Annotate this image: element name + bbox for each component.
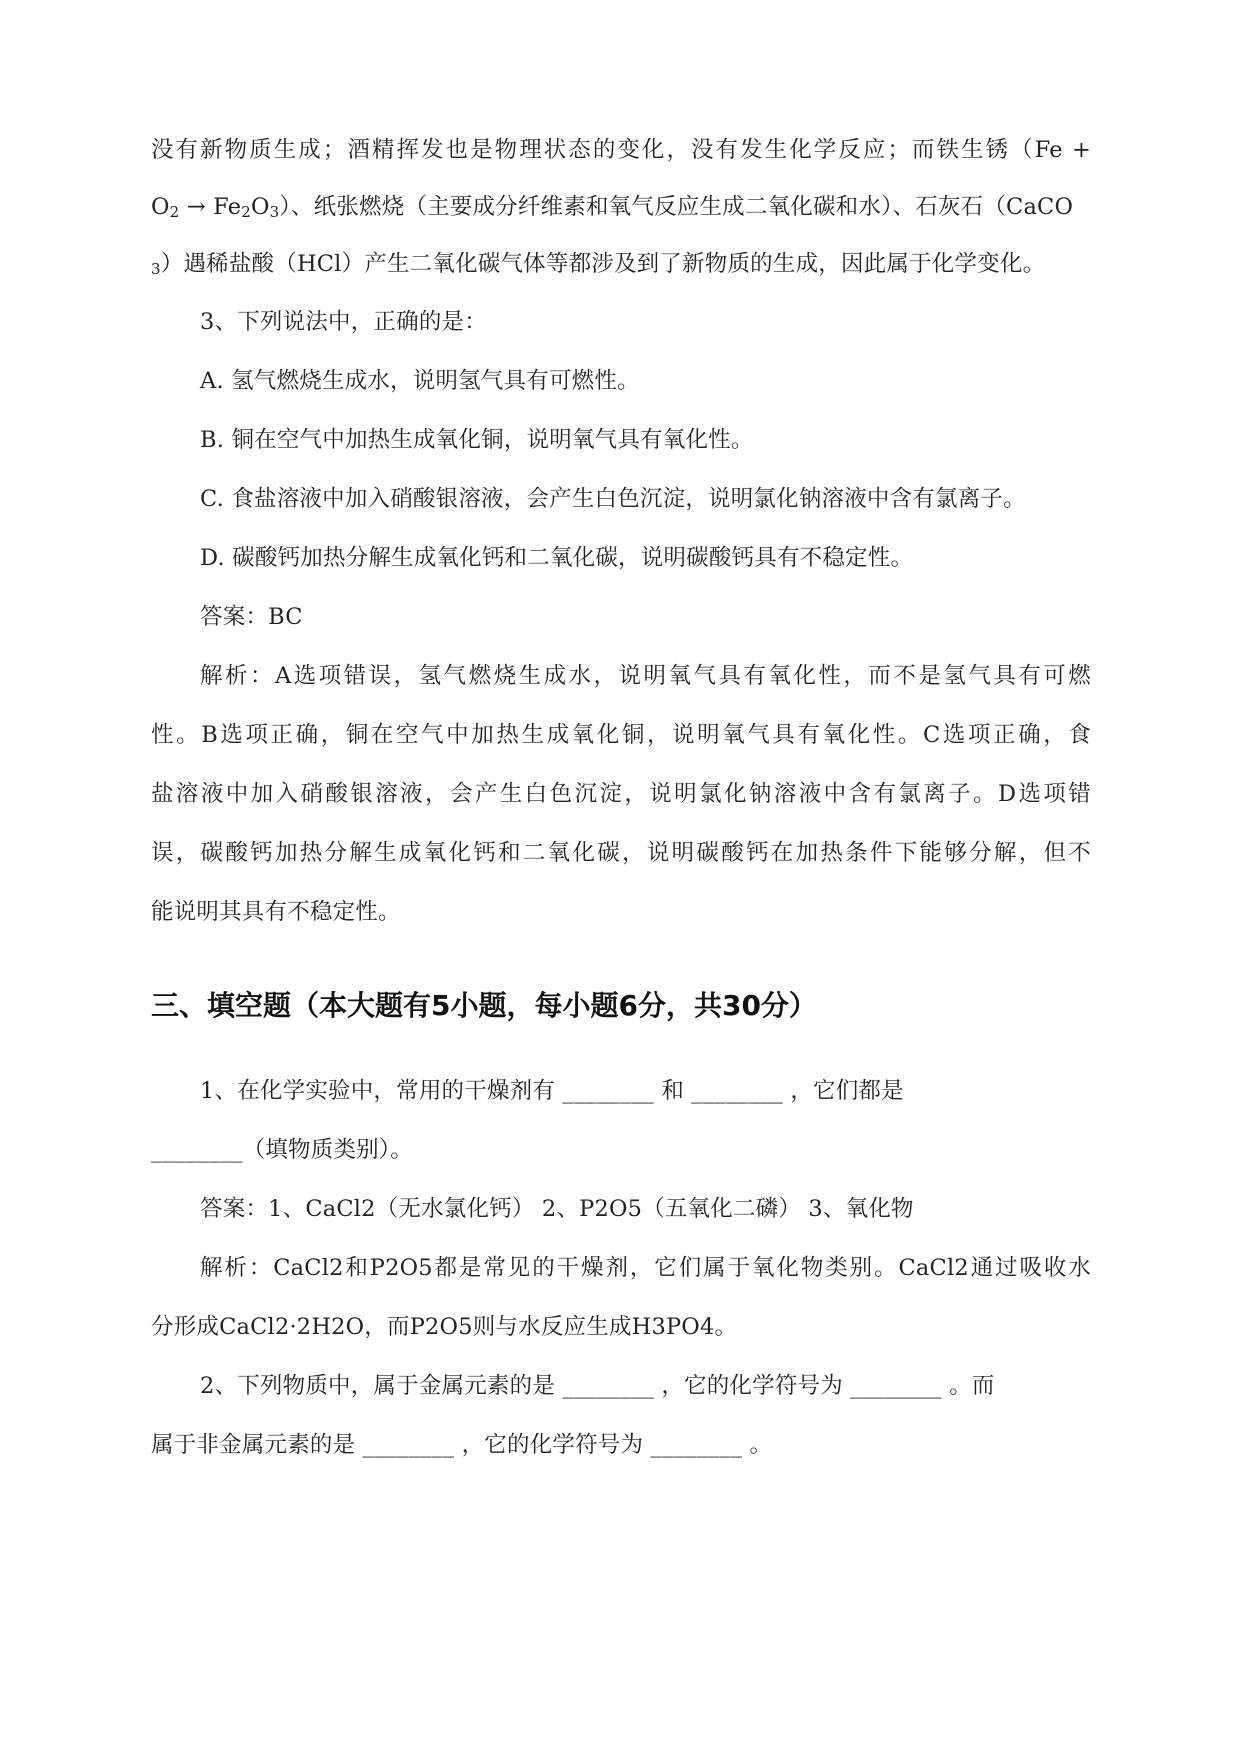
question-stem: 3、下列说法中，正确的是：: [200, 309, 487, 335]
analysis-line: 分形成CaCl2·2H2O，而P2O5则与水反应生成H3PO4。: [151, 1314, 738, 1340]
paragraph-text: ）遇稀盐酸（HCl）产生二氧化碳气体等都涉及到了新物质的生成，因此属于化学变化。: [160, 251, 1046, 277]
subscript: 3: [269, 203, 280, 221]
analysis-text: 解析：CaCl2和P2O5都是常见的干燥剂，它们属于氧化物类别。CaCl2通过吸收水: [200, 1255, 1091, 1281]
answer-text: 答案：1、CaCl2（无水氯化钙） 2、P2O5（五氧化二磷） 3、氧化物: [200, 1196, 914, 1222]
analysis-text: 盐溶液中加入硝酸银溶液，会产生白色沉淀，说明氯化钠溶液中含有氯离子。D选项错: [151, 781, 1091, 807]
formula-text: O: [251, 194, 270, 220]
subscript: 2: [241, 203, 252, 221]
analysis-text: 误，碳酸钙加热分解生成氧化钙和二氧化碳，说明碳酸钙在加热条件下能够分解，但不: [151, 840, 1091, 866]
question-stem: 属于非金属元素的是 ________ ，它的化学符号为 ________ 。: [151, 1432, 773, 1458]
option-d: D. 碳酸钙加热分解生成氧化钙和二氧化碳，说明碳酸钙具有不稳定性。: [200, 545, 914, 571]
option-b: B. 铜在空气中加热生成氧化铜，说明氧气具有氧化性。: [200, 427, 754, 453]
analysis-line: [200, 659, 1091, 693]
question-stem: ________（填物质类别）。: [151, 1137, 413, 1163]
paragraph-line: [151, 247, 1091, 281]
formula-text: O: [151, 194, 170, 220]
paragraph-line: [151, 133, 1091, 167]
analysis-line: [200, 1251, 1091, 1285]
subscript: 2: [169, 203, 180, 221]
option-a: A. 氢气燃烧生成水，说明氢气具有可燃性。: [200, 368, 640, 394]
subscript: 3: [151, 260, 161, 278]
option-c: C. 食盐溶液中加入硝酸银溶液，会产生白色沉淀，说明氯化钠溶液中含有氯离子。: [200, 486, 1026, 512]
paragraph-line: [151, 190, 1091, 224]
analysis-line: 能说明其具有不稳定性。: [151, 899, 401, 925]
paragraph-text: ）、纸张燃烧（主要成分纤维素和氧气反应生成二氧化碳和水）、石灰石（CaCO: [279, 194, 1074, 220]
analysis-text: 性。B选项正确，铜在空气中加热生成氧化铜，说明氧气具有氧化性。C选项正确，食: [151, 722, 1091, 748]
answer-text: 答案：BC: [200, 604, 303, 630]
analysis-text: 解析：A选项错误，氢气燃烧生成水，说明氧气具有氧化性，而不是氢气具有可燃: [200, 663, 1091, 689]
question-stem: 2、下列物质中，属于金属元素的是 ________ ，它的化学符号为 ________ 。而: [200, 1373, 995, 1399]
formula-text: → Fe: [179, 194, 242, 220]
analysis-line: [151, 836, 1091, 870]
section-heading: 三、填空题（本大题有5小题，每小题6分，共30分）: [151, 989, 817, 1022]
analysis-line: [151, 718, 1091, 752]
paragraph-text: 没有新物质生成；酒精挥发也是物理状态的变化，没有发生化学反应；而铁生锈（Fe +: [151, 137, 1091, 163]
question-stem: 1、在化学实验中，常用的干燥剂有 ________ 和 ________ ，它们都是: [200, 1078, 904, 1104]
analysis-line: [151, 777, 1091, 811]
